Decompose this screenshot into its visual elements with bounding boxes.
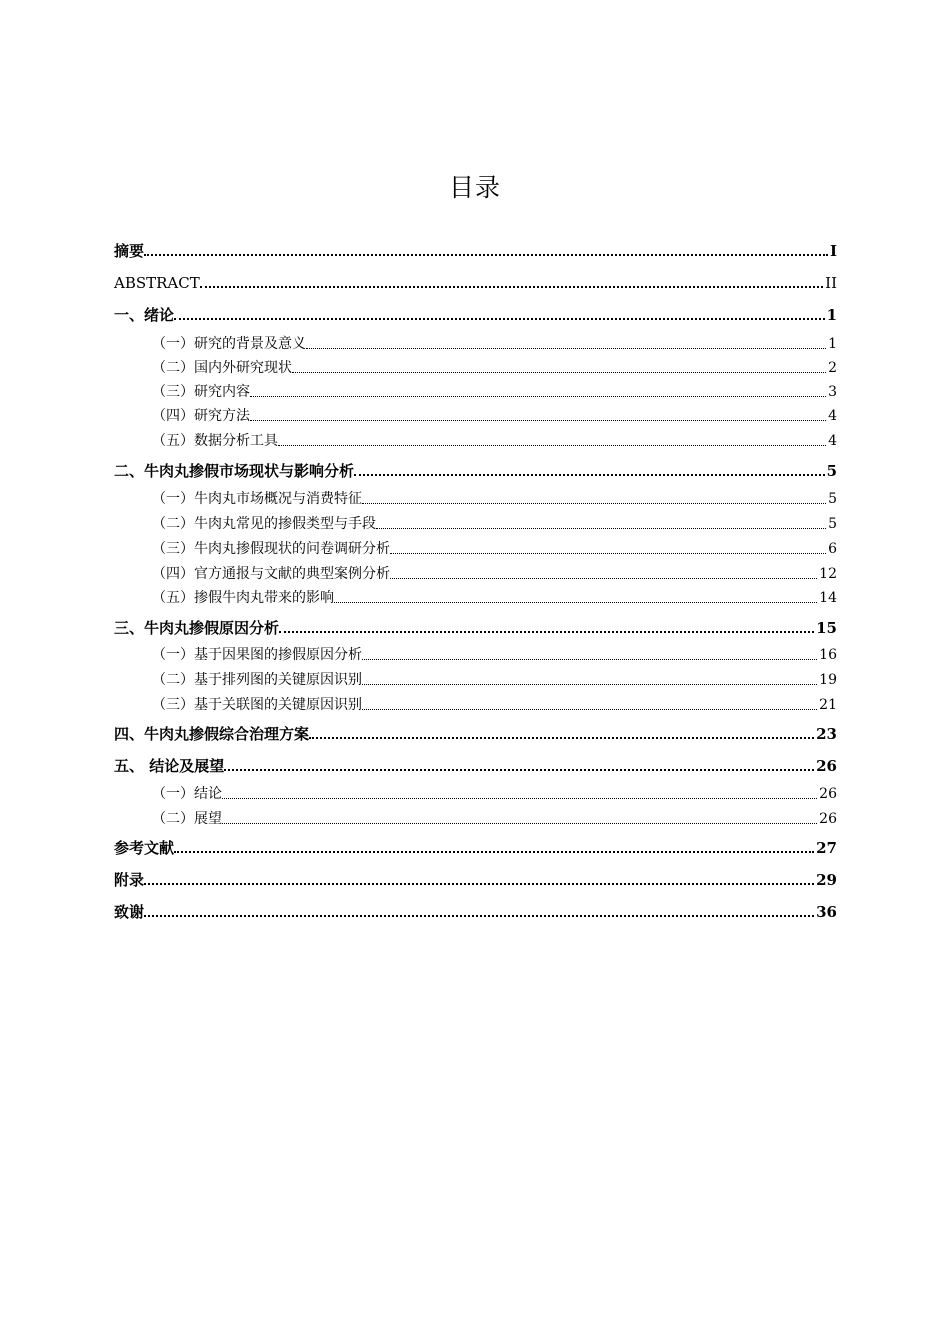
dot-leader xyxy=(362,495,826,504)
toc-entry-title: 三、牛肉丸掺假原因分析 xyxy=(114,619,280,637)
toc-entry-title: （二）基于排列图的关键原因识别 xyxy=(152,672,362,688)
toc-page-number: I xyxy=(829,242,837,260)
toc-entry-title: （一）基于因果图的掺假原因分析 xyxy=(152,647,362,663)
dot-leader xyxy=(144,873,814,885)
toc-entry-title: （一）结论 xyxy=(152,786,222,802)
toc-entry-title: 致谢 xyxy=(114,903,145,921)
toc-page-number: 12 xyxy=(819,566,837,582)
toc-page-number: 29 xyxy=(816,871,837,889)
dot-leader xyxy=(376,520,826,529)
toc-page-number: 26 xyxy=(819,786,837,802)
toc-section-entry[interactable] xyxy=(152,809,837,829)
toc-page-number: 26 xyxy=(816,757,837,775)
toc-page-number: 4 xyxy=(828,433,837,449)
toc-chapter-entry[interactable] xyxy=(114,837,837,859)
toc-chapter-entry[interactable] xyxy=(114,460,837,482)
toc-page-number: 16 xyxy=(819,647,837,663)
dot-leader xyxy=(354,464,825,476)
toc-section-entry[interactable] xyxy=(152,431,837,451)
toc-chapter-entry[interactable] xyxy=(114,617,837,639)
toc-page-number: 15 xyxy=(816,619,837,637)
dot-leader xyxy=(362,701,817,710)
dot-leader xyxy=(200,276,823,288)
toc-section-entry[interactable] xyxy=(152,406,837,426)
toc-section-entry[interactable] xyxy=(152,564,837,584)
toc-page-number: 5 xyxy=(828,491,837,507)
dot-leader xyxy=(224,759,814,771)
dot-leader xyxy=(144,244,828,256)
page-title: 目录 xyxy=(448,173,501,202)
toc-entry-title: （五）数据分析工具 xyxy=(152,433,278,449)
toc-entry-title: （三）基于关联图的关键原因识别 xyxy=(152,697,362,713)
toc-chapter-entry[interactable] xyxy=(114,240,837,262)
toc-entry-title: 摘要 xyxy=(114,242,145,260)
dot-leader xyxy=(362,676,817,685)
dot-leader xyxy=(390,570,817,579)
toc-entry-title: （五）掺假牛肉丸带来的影响 xyxy=(152,590,334,606)
toc-entry-title: （三）牛肉丸掺假现状的问卷调研分析 xyxy=(152,541,390,557)
toc-entry-title: 四、牛肉丸掺假综合治理方案 xyxy=(114,725,310,743)
toc-page-number: 14 xyxy=(819,590,837,606)
toc-page-number: 26 xyxy=(819,811,837,827)
dot-leader xyxy=(222,815,817,824)
toc-page-number: 2 xyxy=(828,360,837,376)
dot-leader xyxy=(250,412,826,421)
toc-entry-title: ABSTRACT xyxy=(114,274,200,292)
toc-entry-title: 附录 xyxy=(114,871,145,889)
toc-entry-title: （一）牛肉丸市场概况与消费特征 xyxy=(152,491,362,507)
toc-chapter-entry[interactable] xyxy=(114,272,837,294)
toc-chapter-entry[interactable] xyxy=(114,755,837,777)
dot-leader xyxy=(174,841,814,853)
dot-leader xyxy=(306,340,826,349)
toc-page-number: II xyxy=(825,274,837,292)
toc-chapter-entry[interactable] xyxy=(114,304,837,326)
dot-leader xyxy=(174,308,825,320)
toc-page-number: 23 xyxy=(816,725,837,743)
toc-entry-title: （二）国内外研究现状 xyxy=(152,360,292,376)
toc-entry-title: （二）展望 xyxy=(152,811,222,827)
toc-entry-title: （一）研究的背景及意义 xyxy=(152,336,306,352)
dot-leader xyxy=(144,905,814,917)
toc-section-entry[interactable] xyxy=(152,645,837,665)
dot-leader xyxy=(292,364,826,373)
toc-section-entry[interactable] xyxy=(152,539,837,559)
toc-page-number: 4 xyxy=(828,408,837,424)
toc-section-entry[interactable] xyxy=(152,489,837,509)
dot-leader xyxy=(334,594,817,603)
toc-entry-title: （四）官方通报与文献的典型案例分析 xyxy=(152,566,390,582)
dot-leader xyxy=(390,545,826,554)
toc-section-entry[interactable] xyxy=(152,358,837,378)
toc-page-number: 1 xyxy=(828,336,837,352)
dot-leader xyxy=(278,437,826,446)
toc-section-entry[interactable] xyxy=(152,784,837,804)
toc-page-number: 36 xyxy=(816,903,837,921)
toc-page-number: 5 xyxy=(826,462,837,480)
dot-leader xyxy=(250,388,826,397)
dot-leader xyxy=(309,727,814,739)
toc-page-number: 27 xyxy=(816,839,837,857)
dot-leader xyxy=(222,790,817,799)
toc-page-number: 1 xyxy=(826,306,837,324)
toc-entry-title: 五、 结论及展望 xyxy=(114,757,225,775)
toc-entry-title: 一、绪论 xyxy=(114,306,175,324)
dot-leader xyxy=(279,621,814,633)
toc-section-entry[interactable] xyxy=(152,514,837,534)
toc-page-number: 6 xyxy=(828,541,837,557)
toc-section-entry[interactable] xyxy=(152,670,837,690)
toc-entry-title: （二）牛肉丸常见的掺假类型与手段 xyxy=(152,516,376,532)
toc-section-entry[interactable] xyxy=(152,382,837,402)
toc-entry-title: （三）研究内容 xyxy=(152,384,250,400)
toc-chapter-entry[interactable] xyxy=(114,723,837,745)
toc-section-entry[interactable] xyxy=(152,334,837,354)
toc-entry-title: （四）研究方法 xyxy=(152,408,250,424)
toc-page-number: 19 xyxy=(819,672,837,688)
toc-section-entry[interactable] xyxy=(152,588,837,608)
toc-chapter-entry[interactable] xyxy=(114,869,837,891)
toc-entry-title: 二、牛肉丸掺假市场现状与影响分析 xyxy=(114,462,355,480)
toc-entry-title: 参考文献 xyxy=(114,839,175,857)
toc-section-entry[interactable] xyxy=(152,695,837,715)
dot-leader xyxy=(362,651,817,660)
toc-page-number: 3 xyxy=(828,384,837,400)
toc-chapter-entry[interactable] xyxy=(114,901,837,923)
toc-page-number: 21 xyxy=(819,697,837,713)
toc-page-number: 5 xyxy=(828,516,837,532)
